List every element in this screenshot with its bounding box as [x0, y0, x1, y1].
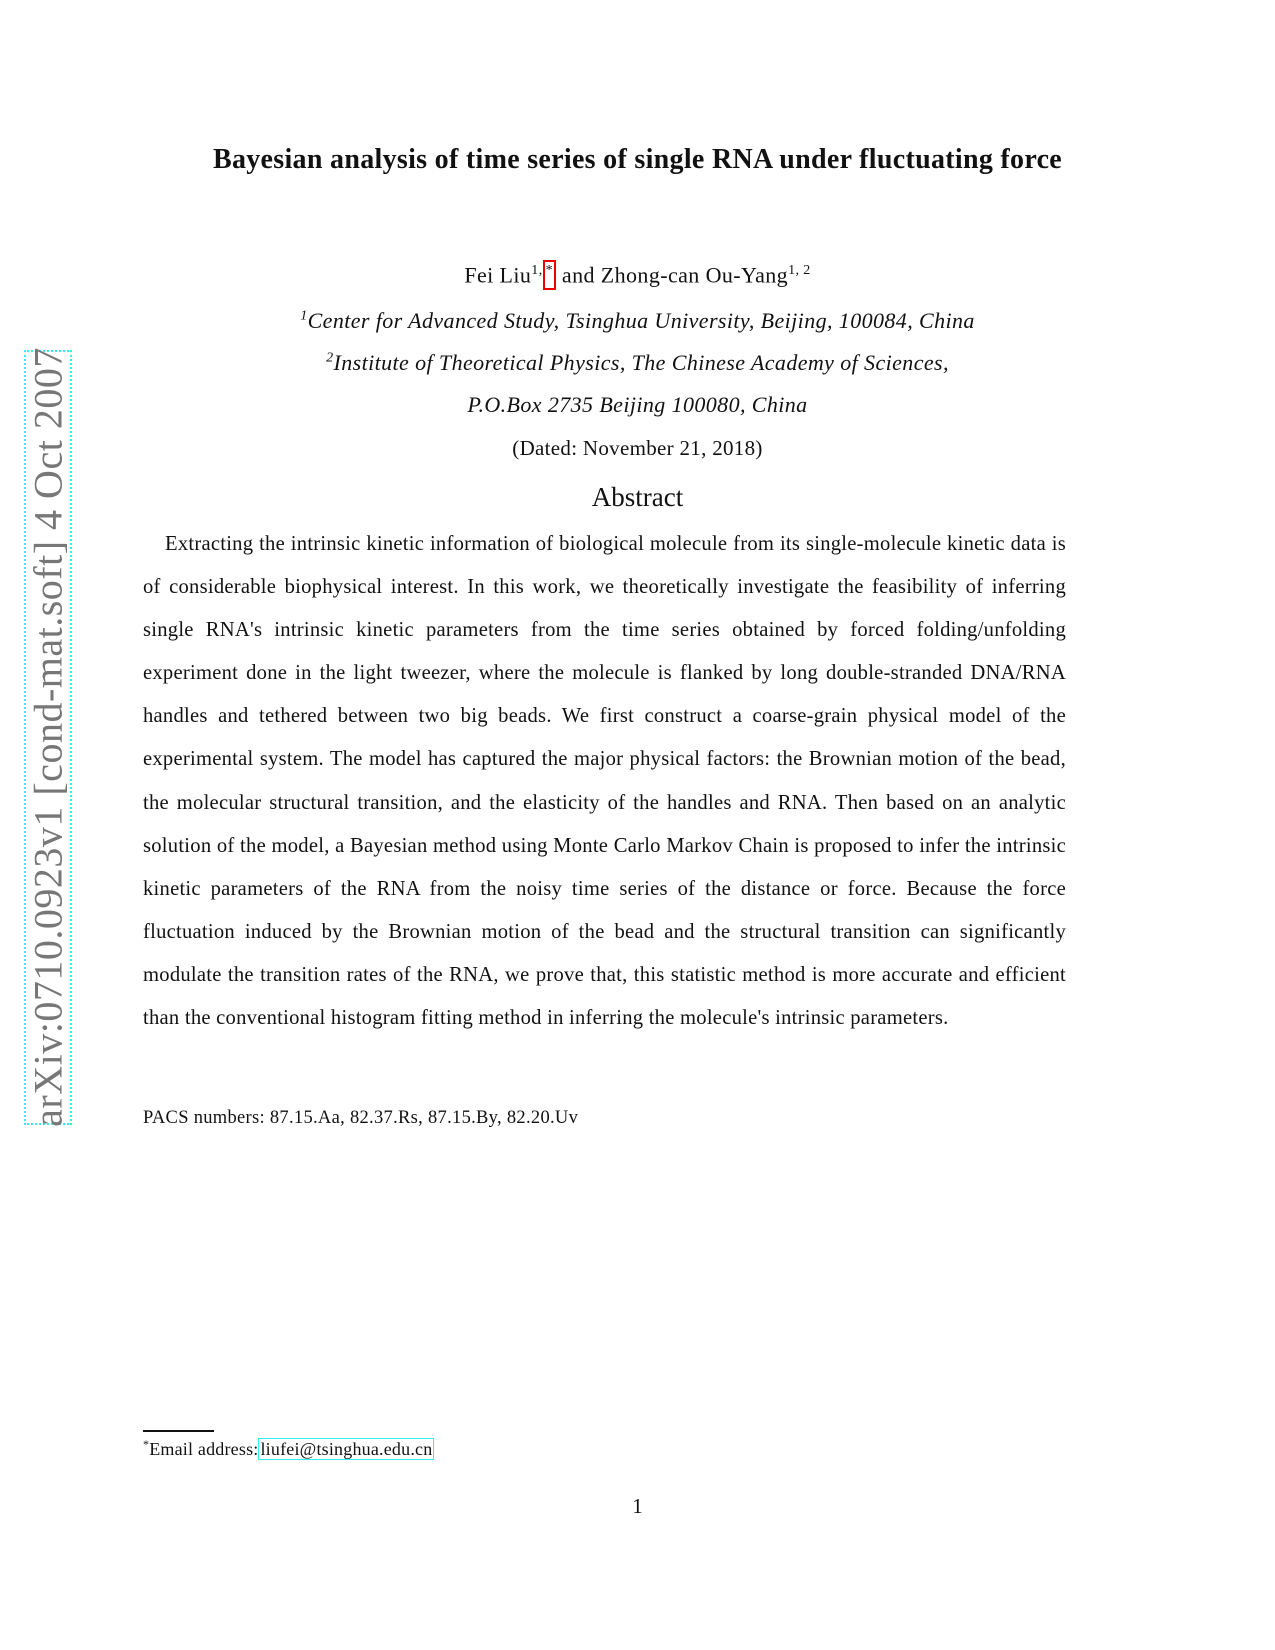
page-number: 1: [632, 1494, 643, 1518]
date-line: (Dated: November 21, 2018): [512, 436, 763, 460]
footnote: [143, 1437, 434, 1460]
pacs-numbers: PACS numbers: 87.15.Aa, 82.37.Rs, 87.15.By, 82.20.Uv: [143, 1108, 579, 1128]
affiliation-marker: 1,: [531, 263, 543, 278]
affiliation-text: P.O.Box 2735 Beijing 100080, China: [467, 392, 808, 417]
affiliation: [0, 350, 1275, 376]
affiliation-marker: 1: [300, 308, 308, 324]
affiliation-marker: 1, 2: [788, 263, 811, 278]
abstract-text: Extracting the intrinsic kinetic information of biological molecule from its single-molecule kinetic data is of considerable biophysical interest. In this work, we theoretically investigate the feasibility of inferring single RNA's intrinsic kinetic parameters from the time series obtained by forced folding/unfolding experiment done in the light tweezer, where the molecule is flanked by long double-stranded DNA/RNA handles and tethered between two big beads. We first construct a coarse-grain physical model of the experimental system. The model has captured the major physical factors: the Brownian motion of the bead, the molecular structural transition, and the elasticity of the handles and RNA. Then based on an analytic solution of the model, a Bayesian method using Monte Carlo Markov Chain is proposed to infer the intrinsic kinetic parameters of the RNA from the noisy time series of the distance or force. Because the force fluctuation induced by the Brownian motion of the bead and the structural transition can significantly modulate the transition rates of the RNA, we prove that, this statistic method is more accurate and efficient than the conventional histogram fitting method in inferring the molecule's intrinsic parameters.: [143, 533, 1066, 1030]
affiliation-marker: 2: [326, 350, 334, 366]
footnote-marker: *: [143, 1437, 150, 1451]
footnote-link[interactable]: *: [543, 260, 556, 290]
email-link[interactable]: liufei@tsinghua.edu.cn: [260, 1439, 433, 1459]
author-line: [0, 260, 1275, 290]
author-name: Fei Liu: [464, 262, 532, 288]
affiliation: [0, 308, 1275, 334]
affiliation-text: Institute of Theoretical Physics, The Chinese Academy of Sciences,: [333, 350, 949, 375]
footnote-rule: [143, 1430, 214, 1432]
affiliation: [0, 392, 1275, 418]
paper-title: Bayesian analysis of time series of single RNA under fluctuating force: [212, 144, 1063, 175]
affiliation-text: Center for Advanced Study, Tsinghua University, Beijing, 100084, China: [307, 308, 975, 333]
arxiv-identifier: arXiv:0710.0923v1 [cond-mat.soft] 4 Oct 2007: [25, 347, 71, 1127]
author-name: Zhong-can Ou-Yang: [600, 262, 789, 288]
author-conjunction: and: [561, 262, 595, 288]
footnote-label: Email address:: [149, 1439, 259, 1459]
abstract-heading: Abstract: [591, 482, 684, 512]
